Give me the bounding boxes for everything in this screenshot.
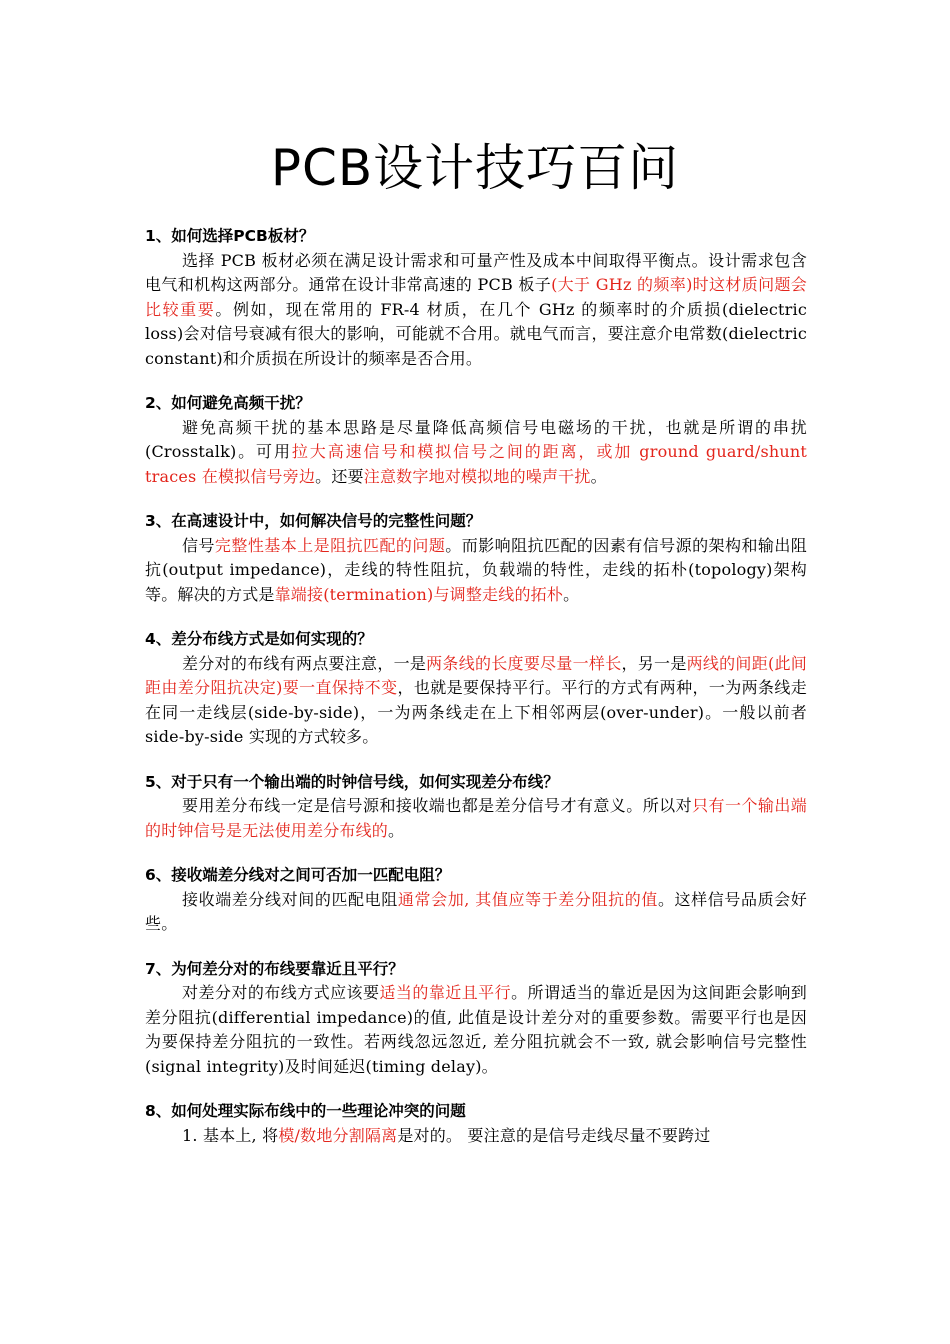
answer-text: 。例如，现在常用的 FR-4 材质，在几个 GHz 的频率时的介质损(dielectric loss)会对信号衰减有很大的影响，可能就不合用。就电气而言，要注意介电常数(dielectric constant)和介质损在所设计的频率是否合用。	[145, 299, 807, 368]
qa-section	[145, 509, 807, 607]
highlighted-text: 通常会加, 其值应等于差分阻抗的值	[397, 889, 658, 909]
highlighted-text: 拉大高速信号和模拟信号之间的距离，或加 ground guard/shunt traces 在模拟信号旁边	[145, 442, 808, 486]
answer-text: 。还要	[315, 466, 364, 486]
answer-text: 。而影响阻抗匹配的因素有信号源的架构和输出阻抗(output impedance)，走线的特性阻抗，负载端的特性，走线的拓朴(topology)架构等。解决的方式是	[145, 535, 808, 604]
answer-text: 接收端差分线对间的匹配电阻	[182, 889, 398, 909]
question-heading: 3、在高速设计中，如何解决信号的完整性问题？	[145, 512, 482, 530]
qa-section	[145, 391, 807, 489]
qa-section	[145, 224, 807, 371]
qa-section	[145, 957, 807, 1080]
question-heading: 4、差分布线方式是如何实现的？	[145, 630, 373, 648]
answer-text: 要用差分布线一定是信号源和接收端也都是差分信号才有意义。所以对	[182, 796, 693, 815]
highlighted-text: 两线的间距(此间距由差分阻抗决定)要一直保持不变	[145, 653, 807, 697]
answer-text: 对差分对的布线方式应该要	[182, 983, 380, 1002]
answer-paragraph	[145, 652, 807, 750]
question-heading: 6、接收端差分线对之间可否加一匹配电阻？	[145, 866, 451, 884]
answer-text: 信号	[182, 535, 215, 555]
highlighted-text: 完整性基本上是阻抗匹配的问题	[214, 535, 446, 555]
document-body	[145, 224, 807, 1168]
answer-text: 选择 PCB 板材必须在满足设计需求和可量产性及成本中间取得平衡点。设计需求包含电气和机构这两部分。通常在设计非常高速的 PCB 板子	[145, 250, 807, 294]
qa-section	[145, 770, 807, 844]
answer-text: 。	[563, 584, 580, 604]
answer-text: 差分对的布线有两点要注意，一是	[182, 653, 427, 673]
qa-section	[145, 1099, 807, 1148]
answer-text: 。这样信号品质会好些。	[145, 889, 807, 933]
highlighted-text: 两条线的长度要尽量一样长	[426, 653, 622, 673]
answer-paragraph	[145, 888, 807, 937]
answer-text: 。所谓适当的靠近是因为这间距会影响到差分阻抗(differential impedance)的值, 此值是设计差分对的重要参数。需要平行也是因为要保持差分阻抗的一致性。若两线忽远忽近, 差分阻抗就会不一致, 就会影响信号完整性(signal integrity)及时间延迟(timing delay)。	[145, 983, 808, 1076]
answer-paragraph	[145, 794, 807, 843]
answer-paragraph	[145, 1124, 807, 1149]
answer-text: 1. 基本上, 将	[182, 1125, 279, 1145]
answer-paragraph	[145, 534, 807, 608]
qa-section	[145, 863, 807, 937]
answer-text: 。	[388, 820, 405, 840]
answer-text: 是对的。 要注意的是信号走线尽量不要跨过	[397, 1125, 711, 1145]
answer-paragraph	[145, 981, 807, 1079]
answer-text: 避免高频干扰的基本思路是尽量降低高频信号电磁场的干扰，也就是所谓的串扰(Crosstalk)。可用	[145, 417, 807, 461]
answer-text: ，另一是	[621, 653, 687, 673]
question-heading: 8、如何处理实际布线中的一些理论冲突的问题	[145, 1102, 466, 1120]
highlighted-text: 靠端接(termination)与调整走线的拓朴	[274, 584, 564, 604]
highlighted-text: 只有一个输出端的时钟信号是无法使用差分布线的	[145, 796, 808, 840]
qa-section	[145, 627, 807, 750]
highlighted-text: (大于 GHz 的频率)时这材质问题会比较重要	[145, 275, 808, 319]
highlighted-text: 模/数地分割隔离	[278, 1125, 398, 1145]
answer-paragraph	[145, 249, 807, 372]
answer-paragraph	[145, 416, 807, 490]
answer-text: 。	[590, 466, 607, 486]
page-title: PCB设计技巧百问	[270, 139, 680, 197]
question-heading: 2、如何避免高频干扰？	[145, 394, 311, 412]
question-heading: 1、如何选择PCB板材？	[145, 227, 315, 245]
answer-text: ，也就是要保持平行。平行的方式有两种，一为两条线走在同一走线层(side-by-side)，一为两条线走在上下相邻两层(over-under)。一般以前者 side-by-side 实现的方式较多。	[145, 678, 807, 746]
question-heading: 7、为何差分对的布线要靠近且平行？	[145, 959, 404, 978]
highlighted-text: 适当的靠近且平行	[379, 983, 512, 1002]
question-heading: 5、对于只有一个输出端的时钟信号线，如何实现差分布线？	[145, 772, 559, 791]
highlighted-text: 注意数字地对模拟地的噪声干扰	[363, 466, 591, 486]
